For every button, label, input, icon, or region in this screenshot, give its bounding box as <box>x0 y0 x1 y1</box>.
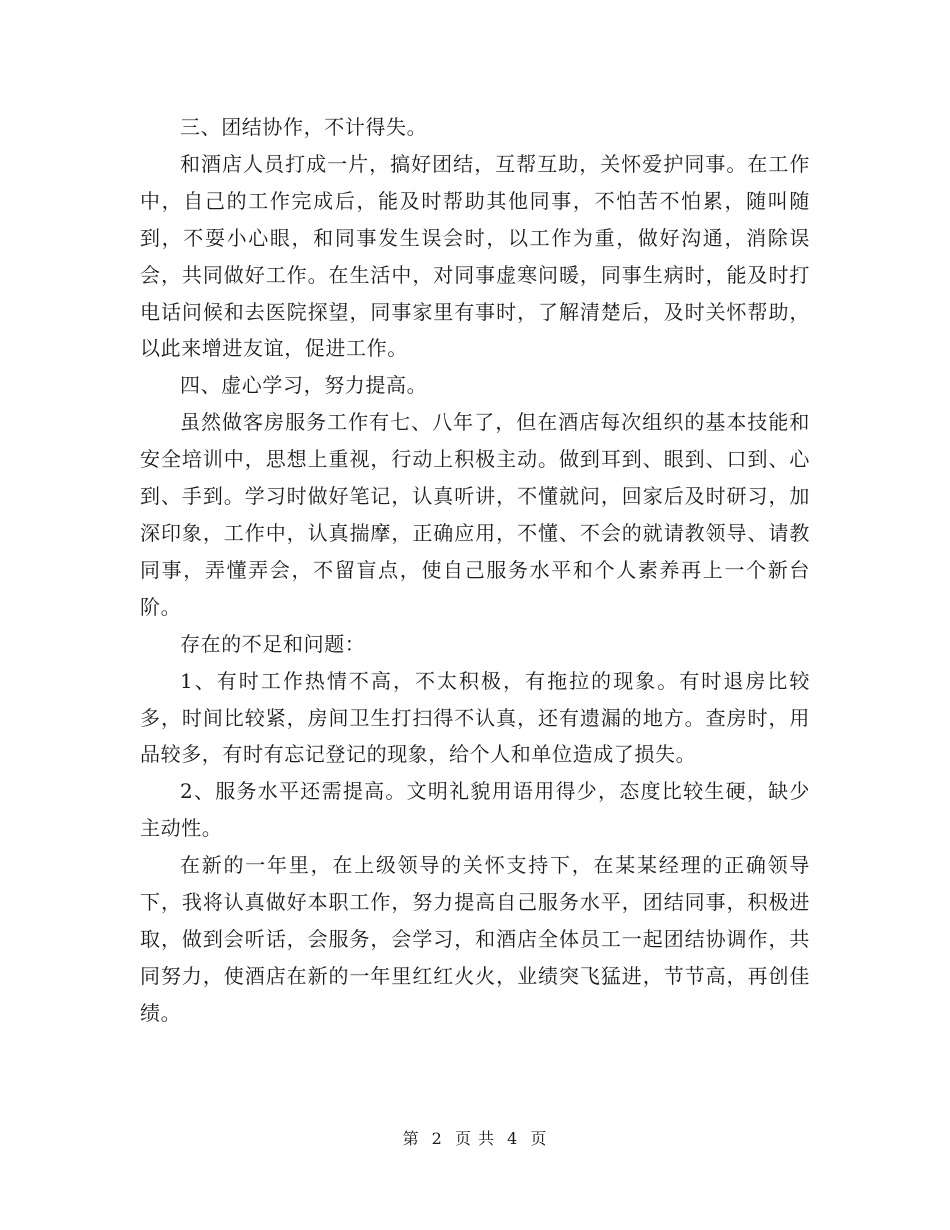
footer-prefix: 第 <box>402 1129 420 1148</box>
document-body <box>140 109 810 1032</box>
closing-paragraph: 在新的一年里，在上级领导的关怀支持下，在某某经理的正确领导下，我将认真做好本职工作，努力提高自己服务水平，团结同事，积极进取，做到会听话，会服务，会学习，和酒店全体员工一起团结协调作，共同努力，使酒店在新的一年里红红火火，业绩突飞猛进，节节高，再创佳绩。 <box>140 853 810 1025</box>
page-footer <box>0 1126 950 1149</box>
section-heading-3: 三、团结协作，不计得失。 <box>180 115 428 139</box>
footer-middle: 页 共 <box>454 1129 496 1148</box>
issues-heading: 存在的不足和问题： <box>180 631 366 656</box>
footer-suffix: 页 <box>530 1129 548 1148</box>
paragraph: 虽然做客房服务工作有七、八年了，但在酒店每次组织的基本技能和安全培训中，思想上重视，行动上积极主动。做到耳到、眼到、口到、心到、手到。学习时做好笔记，认真听讲，不懂就问，回家后及时研习，加深印象，工作中，认真揣摩，正确应用，不懂、不会的就请教领导、请教同事，弄懂弄会，不留盲点，使自己服务水平和个人素养再上一个新台阶。 <box>140 410 810 619</box>
total-page-count: 4 <box>507 1129 519 1148</box>
current-page-number: 2 <box>431 1129 443 1148</box>
paragraph: 和酒店人员打成一片，搞好团结，互帮互助，关怀爱护同事。在工作中，自己的工作完成后，能及时帮助其他同事，不怕苦不怕累，随叫随到，不耍小心眼，和同事发生误会时，以工作为重，做好沟通，消除误会，共同做好工作。在生活中，对同事虚寒问暖，同事生病时，能及时打电话问候和去医院探望，同事家里有事时，了解清楚后，及时关怀帮助，以此来增进友谊，促进工作。 <box>140 151 810 361</box>
issue-item-2: 2、服务水平还需提高。文明礼貌用语用得少，态度比较生硬，缺少主动性。 <box>140 779 810 841</box>
issue-item-1: 1、有时工作热情不高，不太积极，有拖拉的现象。有时退房比较多，时间比较紧，房间卫生打扫得不认真，还有遗漏的地方。查房时，用品较多，有时有忘记登记的现象，给个人和单位造成了损失。 <box>140 668 810 767</box>
section-heading-4: 四、虚心学习，努力提高。 <box>180 373 428 398</box>
